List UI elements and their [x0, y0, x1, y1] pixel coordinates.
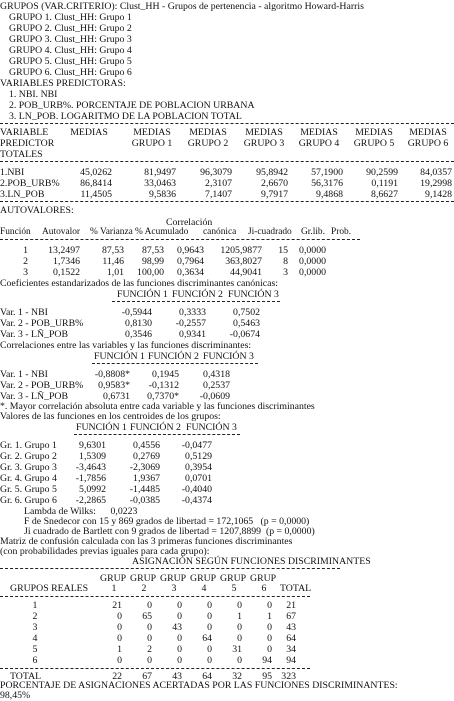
confusion-cell: 0: [267, 633, 272, 644]
grup-label: GRUP: [190, 573, 217, 584]
confusion-cell: 0: [267, 644, 272, 655]
confusion-cell: 1: [237, 611, 242, 622]
centroids-cell: -1,7856: [75, 473, 106, 484]
confusion-row-label: 4: [32, 633, 38, 644]
eigen-cell: 1,7346: [53, 256, 80, 267]
eigen-cell: 1205,9877: [220, 245, 262, 256]
confusion-row-total: 43: [286, 622, 296, 633]
eigen-cell: 11,46: [102, 256, 124, 267]
centroids-head: FUNCIÓN 2: [130, 422, 181, 433]
confusion-row-label: 2: [32, 611, 38, 622]
confusion-cell: 0: [177, 644, 182, 655]
confusion-cell: 94: [262, 655, 272, 666]
confusion-row-label: 6: [32, 655, 38, 666]
means-cell: 7,1407: [205, 189, 232, 200]
centroids-cell: -0,4374: [181, 495, 212, 506]
means-cell: 90,2599: [366, 167, 398, 178]
divider: [0, 201, 454, 202]
eigen-cell: 87,53: [141, 245, 164, 256]
eigen-head: % Acumulado: [135, 227, 189, 237]
eigen-cell: 2: [23, 256, 28, 267]
means-head: MEDIAS: [70, 127, 108, 138]
confusion-cell: 0: [117, 655, 122, 666]
centroids-cell: 0,3954: [185, 462, 212, 473]
confusion-cell: 0: [207, 600, 212, 611]
confusion-total-label: TOTAL: [10, 671, 42, 682]
centroids-label: Gr. 2. Grupo 2: [0, 451, 57, 462]
confusion-col-total: TOTAL: [280, 583, 312, 594]
means-cell: 45,0262: [80, 167, 112, 178]
centroids-cell: -0,0477: [181, 440, 212, 451]
confusion-cell: 0: [147, 622, 152, 633]
std-coef-cell: -0,2557: [175, 318, 206, 329]
eigen-cell: 98,99: [141, 256, 164, 267]
confusion-col-total-value: 32: [232, 671, 242, 682]
means-cell: 8,6627: [371, 189, 398, 200]
means-cell: 96,3079: [200, 167, 232, 178]
eigen-cell: 0,9643: [177, 245, 204, 256]
confusion-cell: 0: [207, 611, 212, 622]
means-head-predictor: PREDICTOR: [0, 138, 55, 149]
correlations-head: FUNCIÓN 2: [148, 351, 199, 362]
predictor-line: 1. NBI. NBI: [9, 89, 58, 100]
std-coef-cell: 0,5463: [233, 318, 260, 329]
centroids-cell: -2,2865: [75, 495, 106, 506]
correlations-cell: 0,9583*: [98, 380, 130, 391]
divider: [0, 596, 310, 597]
correlations-cell: 0,4318: [203, 369, 230, 380]
confusion-cell: 0: [267, 622, 272, 633]
centroids-label: Gr. 4. Grupo 4: [0, 473, 57, 484]
confusion-row-label: 1: [32, 600, 38, 611]
confusion-cell: 43: [172, 622, 182, 633]
grup-label: GRUP: [220, 573, 247, 584]
eigen-cell: 0,7964: [177, 256, 204, 267]
confusion-col-total-value: 43: [172, 671, 182, 682]
means-cell: 95,8942: [256, 167, 288, 178]
confusion-cell: 2: [147, 644, 152, 655]
predictor-line: 3. LN_POB. LOGARITMO DE LA POBLACION TOTAL: [9, 111, 242, 122]
confusion-title: Matriz de confusión calculada con las 3 primeras funciones discriminantes: [0, 536, 293, 547]
confusion-col-number: 5: [231, 583, 237, 594]
std-coef-head: FUNCIÓN 3: [228, 289, 279, 300]
correlations-note: *. Mayor correlación absoluta entre cada variable y las funciones discriminantes: [0, 401, 315, 412]
confusion-col-number: 1: [111, 583, 117, 594]
confusion-grand-total: 323: [281, 671, 296, 682]
std-coef-cell: 0,9341: [179, 329, 206, 340]
confusion-cell: 0: [207, 644, 212, 655]
std-coef-label: Var. 1 - NBI: [0, 307, 48, 318]
correlations-cell: -0,0609: [199, 391, 230, 402]
eigen-head: % Varianza: [90, 227, 133, 237]
confusion-cell: 0: [207, 622, 212, 633]
correlations-cell: 0,7370*: [147, 391, 179, 402]
confusion-cell: 0: [177, 600, 182, 611]
means-row-label: 1.NBI: [0, 167, 25, 178]
group-line: GRUPO 4. Clust_HH: Grupo 4: [9, 45, 132, 56]
confusion-cell: 0: [237, 600, 242, 611]
report-title: GRUPOS (VAR.CRITERIO): Clust_HH - Grupos de pertenencia - algoritmo Howard-Harris: [0, 1, 364, 12]
eigen-cell: 1,01: [106, 267, 124, 278]
centroids-label: Gr. 5. Grupo 5: [0, 484, 57, 495]
means-cell: 56,3176: [311, 178, 343, 189]
means-head: MEDIAS: [245, 127, 283, 138]
centroids-cell: -2,3069: [129, 462, 160, 473]
confusion-row-total: 34: [286, 644, 296, 655]
divider: [0, 568, 340, 569]
means-cell: 0,1191: [371, 178, 398, 189]
centroids-label: Gr. 6. Grupo 6: [0, 495, 57, 506]
confusion-cell: 65: [142, 611, 152, 622]
correlations-cell: 0,2537: [203, 380, 230, 391]
means-cell: 9,1428: [425, 189, 452, 200]
confusion-row-total: 21: [286, 600, 296, 611]
eigen-head: Prob.: [331, 227, 352, 237]
confusion-cell: 1: [267, 611, 272, 622]
centroids-cell: -0,0385: [129, 495, 160, 506]
means-cell: 19,2998: [420, 178, 452, 189]
group-line: GRUPO 5. Clust_HH: Grupo 5: [9, 56, 132, 67]
centroids-label: Gr. 1. Grupo 1: [0, 440, 57, 451]
group-line: GRUPO 3. Clust_HH: Grupo 3: [9, 34, 132, 45]
means-cell: 9,5836: [149, 189, 176, 200]
confusion-cell: 0: [147, 600, 152, 611]
std-coef-head: FUNCIÓN 2: [172, 289, 223, 300]
means-head: GRUPO 6: [407, 138, 449, 149]
confusion-cell: 0: [117, 633, 122, 644]
means-head: MEDIAS: [189, 127, 227, 138]
means-head: GRUPO 1: [131, 138, 173, 149]
grup-label: GRUP: [130, 573, 157, 584]
eigen-head: Autovalor: [42, 227, 81, 237]
confusion-row-label: 5: [32, 644, 38, 655]
std-coef-label: Var. 3 - LÑ_POB: [0, 329, 69, 340]
confusion-col-total-value: 67: [142, 671, 152, 682]
std-coef-cell: 0,3333: [179, 307, 206, 318]
centroids-cell: 1,5309: [79, 451, 106, 462]
confusion-cell: 0: [237, 633, 242, 644]
eigen-cell: 0,3634: [177, 267, 204, 278]
eigen-cell: 100,00: [137, 267, 164, 278]
divider: [0, 123, 454, 124]
confusion-col-number: 3: [171, 583, 177, 594]
means-row-label: 2.POB_URB%: [0, 178, 60, 189]
centroids-cell: 1,9367: [133, 473, 160, 484]
means-cell: 57,1900: [311, 167, 343, 178]
eigen-cell: 8: [283, 256, 288, 267]
confusion-row-total: 94: [286, 655, 296, 666]
correlations-cell: 0,6731: [103, 391, 130, 402]
confusion-cell: 0: [237, 655, 242, 666]
eigen-head: Función: [0, 227, 31, 237]
eigen-head: Ji-cuadrado: [248, 227, 292, 237]
eigen-cell: 3: [23, 267, 28, 278]
means-head: GRUPO 4: [298, 138, 340, 149]
confusion-row-total: 64: [286, 633, 296, 644]
centroids-cell: 0,5129: [185, 451, 212, 462]
bartlett-test: Ji cuadrado de Bartlett con 9 grados de libertad = 1207,8899 (p = 0,0000): [24, 526, 315, 537]
means-head: MEDIAS: [133, 127, 171, 138]
divider: [112, 301, 280, 302]
centroids-title: Valores de las funciones en los centroides de los grupos:: [0, 411, 221, 422]
std-coef-cell: 0,7502: [233, 307, 260, 318]
confusion-row-label: 3: [32, 622, 38, 633]
correlations-label: Var. 2 - POB_URB%: [0, 380, 84, 391]
centroids-cell: 0,4556: [133, 440, 160, 451]
std-coef-label: Var. 2 - POB_URB%: [0, 318, 84, 329]
grup-label: GRUP: [160, 573, 187, 584]
confusion-cell: 0: [147, 633, 152, 644]
means-head: GRUPO 5: [353, 138, 395, 149]
correlations-cell: -0,8808*: [94, 369, 130, 380]
centroids-label: Gr. 3. Grupo 3: [0, 462, 57, 473]
correlations-title: Correlaciones entre las variables y las funciones discriminantes:: [0, 340, 252, 351]
confusion-cell: 0: [177, 633, 182, 644]
confusion-row-total: 67: [286, 611, 296, 622]
correlations-head: FUNCIÓN 3: [203, 351, 254, 362]
confusion-col-total-value: 95: [262, 671, 272, 682]
centroids-cell: -0,4040: [181, 484, 212, 495]
means-cell: 2,3107: [205, 178, 232, 189]
divider: [92, 363, 258, 364]
divider: [0, 239, 360, 240]
confusion-col-number: 6: [261, 583, 267, 594]
eigen-title: AUTOVALORES:: [0, 205, 74, 216]
means-cell: 84,0357: [420, 167, 452, 178]
means-cell: 81,9497: [144, 167, 176, 178]
eigen-cell: 0,0000: [299, 256, 326, 267]
group-line: GRUPO 2. Clust_HH: Grupo 2: [9, 23, 132, 34]
group-line: GRUPO 6. Clust_HH: Grupo 6: [9, 67, 132, 78]
eigen-head: Gr.lib.: [301, 227, 325, 237]
eigen-cell: 87,53: [101, 245, 124, 256]
means-head: MEDIAS: [355, 127, 393, 138]
confusion-cell: 0: [207, 655, 212, 666]
real-groups-header: GRUPOS REALES: [10, 583, 89, 594]
accuracy-label: PORCENTAJE DE ASIGNACIONES ACERTADAS POR LAS FUNCIONES DISCRIMINANTES:: [0, 680, 398, 691]
centroids-head: FUNCIÓN 1: [76, 422, 127, 433]
confusion-cell: 0: [267, 600, 272, 611]
confusion-cell: 0: [237, 622, 242, 633]
confusion-cell: 0: [177, 611, 182, 622]
confusion-cell: 0: [147, 655, 152, 666]
group-line: GRUPO 1. Clust_HH: Grupo 1: [9, 12, 132, 23]
confusion-cell: 31: [232, 644, 242, 655]
wilks-lambda: Lambda de Wilks: 0,0223: [24, 506, 138, 517]
confusion-cell: 0: [117, 611, 122, 622]
confusion-col-number: 4: [201, 583, 207, 594]
correlations-label: Var. 3 - LÑ_POB: [0, 391, 69, 402]
centroids-cell: 9,6301: [79, 440, 106, 451]
accuracy-value: 98,45%: [0, 690, 31, 701]
eigen-cell: 3: [283, 267, 288, 278]
std-coef-title: Coeficientes estandarizados de las funciones discriminantes canónicas:: [0, 278, 279, 289]
predictor-line: 2. POB_URB%. PORCENTAJE DE POBLACION URBANA: [9, 100, 255, 111]
eigen-cell: 15: [278, 245, 288, 256]
means-head: MEDIAS: [409, 127, 447, 138]
eigen-cell: 363,8027: [225, 256, 262, 267]
means-head: GRUPO 3: [243, 138, 285, 149]
correlations-head: FUNCIÓN 1: [94, 351, 145, 362]
means-cell: 9,4868: [316, 189, 343, 200]
eigen-cell: 1: [23, 245, 28, 256]
centroids-cell: 0,0701: [185, 473, 212, 484]
assignment-title: ASIGNACIÓN SEGÚN FUNCIONES DISCRIMINANTES: [132, 556, 371, 567]
confusion-cell: 21: [112, 600, 122, 611]
correlations-cell: 0,1945: [152, 369, 179, 380]
means-head: MEDIAS: [300, 127, 338, 138]
means-head-totales: TOTALES: [0, 149, 43, 160]
centroids-head: FUNCIÓN 3: [186, 422, 237, 433]
means-cell: 11,4505: [80, 189, 112, 200]
eigen-cell: 0,0000: [299, 245, 326, 256]
centroids-cell: 0,2769: [133, 451, 160, 462]
eigen-corr-head: Correlación: [166, 217, 213, 228]
confusion-col-total-value: 22: [112, 671, 122, 682]
confusion-cell: 1: [117, 644, 122, 655]
eigen-head: canónica: [203, 227, 237, 237]
means-row-label: 3.LN_POB: [0, 189, 45, 200]
divider: [0, 161, 454, 162]
std-coef-cell: 0,8130: [125, 318, 152, 329]
confusion-col-total-value: 64: [202, 671, 212, 682]
std-coef-cell: -0,5944: [121, 307, 152, 318]
confusion-cell: 64: [202, 633, 212, 644]
predictors-title: VARIABLES PREDICTORAS:: [0, 78, 126, 89]
means-cell: 86,8414: [80, 178, 112, 189]
centroids-cell: 5,0992: [79, 484, 106, 495]
eigen-cell: 13,2497: [48, 245, 80, 256]
eigen-cell: 0,0000: [299, 267, 326, 278]
means-head-variable: VARIABLE: [0, 127, 49, 138]
correlations-label: Var. 1 - NBI: [0, 369, 48, 380]
snedecor-test: F de Snedecor con 15 y 869 grados de libertad = 172,1065 (p = 0,0000): [24, 516, 310, 527]
centroids-cell: -3,4643: [75, 462, 106, 473]
confusion-cell: 0: [177, 655, 182, 666]
std-coef-head: FUNCIÓN 1: [117, 289, 168, 300]
correlations-cell: -0,1312: [148, 380, 179, 391]
means-head: GRUPO 2: [187, 138, 229, 149]
grup-label: GRUP: [250, 573, 277, 584]
confusion-col-number: 2: [141, 583, 147, 594]
confusion-cell: 0: [117, 622, 122, 633]
std-coef-cell: 0,3546: [125, 329, 152, 340]
means-cell: 33,0463: [144, 178, 176, 189]
confusion-subtitle: (con probabilidades previas iguales para cada grupo):: [0, 546, 210, 557]
divider: [74, 434, 240, 435]
centroids-cell: -1,4485: [129, 484, 160, 495]
means-cell: 9,7917: [261, 189, 288, 200]
eigen-cell: 44,9041: [230, 267, 262, 278]
eigen-cell: 0,1522: [53, 267, 80, 278]
std-coef-cell: -0,0674: [229, 329, 260, 340]
divider: [0, 668, 310, 669]
means-cell: 2,6670: [261, 178, 288, 189]
grup-label: GRUP: [100, 573, 127, 584]
